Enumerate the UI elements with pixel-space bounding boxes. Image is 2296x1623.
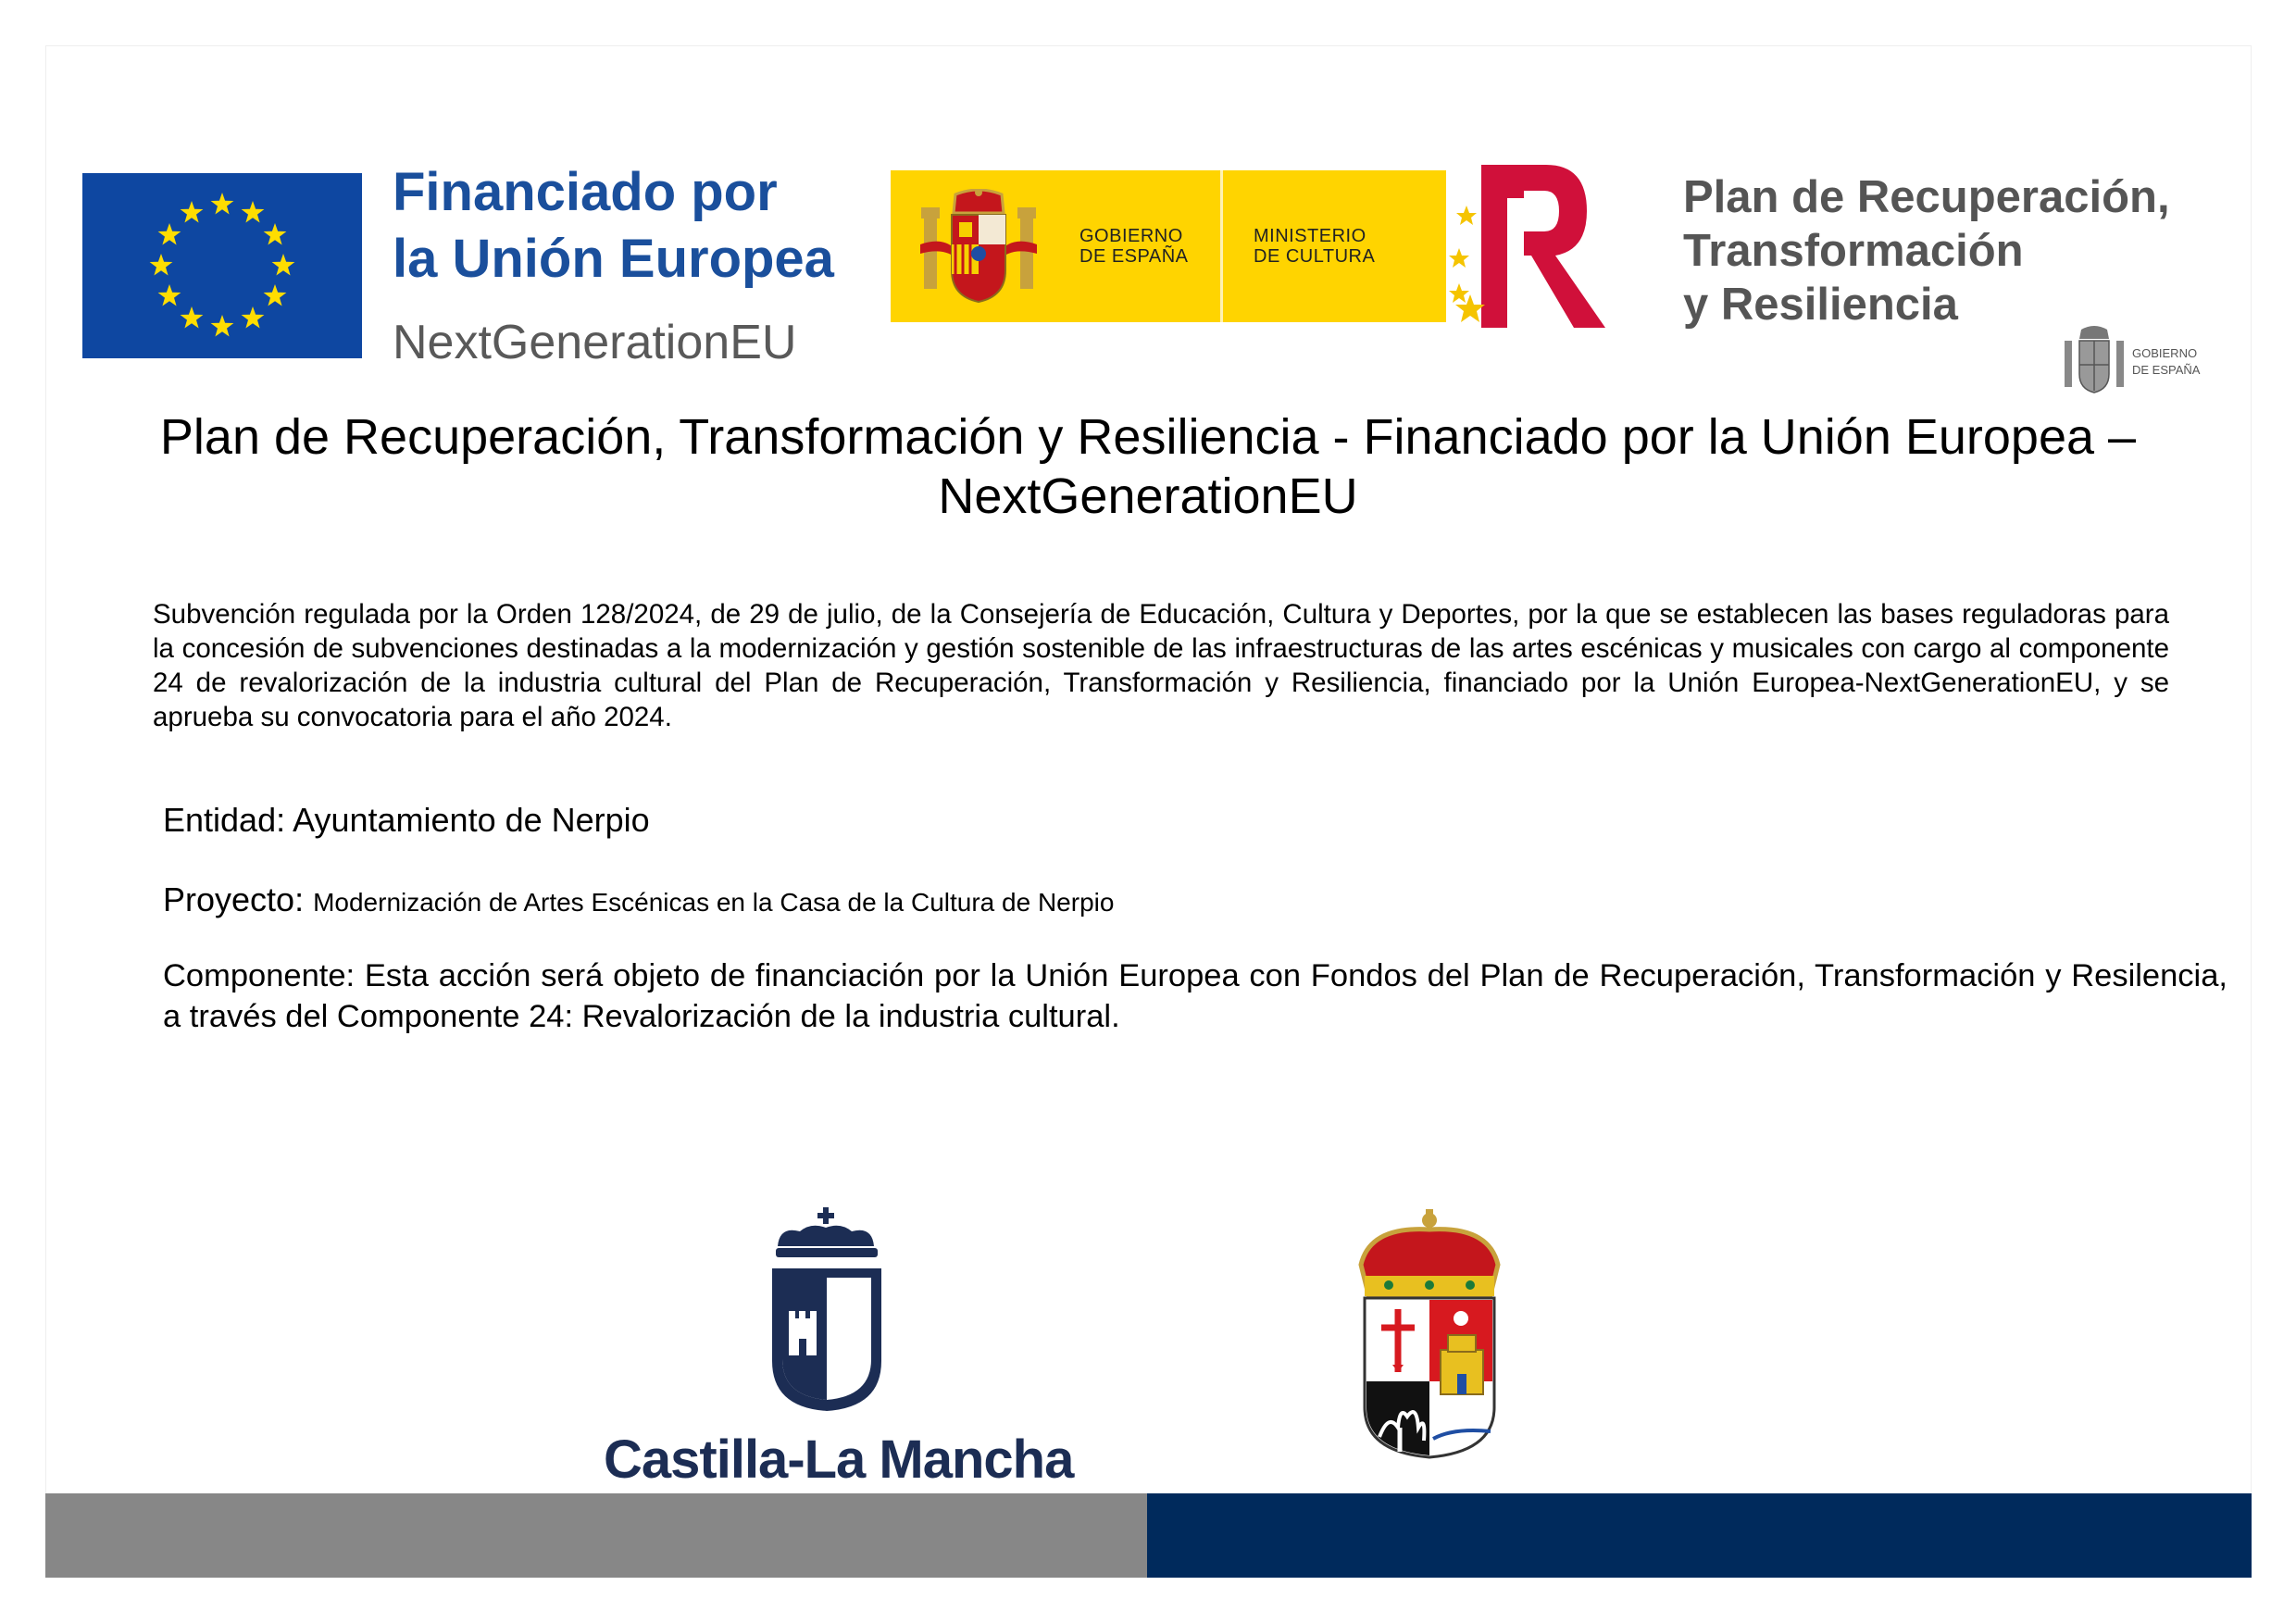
entidad-line: Entidad: Ayuntamiento de Nerpio <box>163 801 650 839</box>
eu-financed-line1: Financiado por <box>393 162 778 222</box>
spain-coat-of-arms-icon <box>918 189 1039 306</box>
footer-bar-grey <box>45 1493 1147 1578</box>
page-title: Plan de Recuperación, Transformación y Resiliencia - Financiado por la Unión Europea – NextGenerationEU <box>159 409 2137 524</box>
castilla-la-mancha-emblem-icon <box>767 1204 887 1417</box>
eu-financed-line2: la Unión Europea <box>393 229 834 289</box>
proyecto-line <box>163 880 1114 923</box>
eu-flag <box>82 173 362 358</box>
componente-text: Componente: Esta acción será objeto de financiación por la Unión Europea con Fondos del Plan de Recuperación, Transformación y Resilencia, a través del Componente 24: Revalorización de la industria cultural. <box>163 958 2227 1034</box>
ministerio-l1: MINISTERIO <box>1254 226 1366 246</box>
prtr-line3: y Resiliencia <box>1683 280 1958 330</box>
proyecto-value: Modernización de Artes Escénicas en la Casa de la Cultura de Nerpio <box>313 888 1115 917</box>
prtr-tr-logo-icon <box>1446 159 1613 331</box>
gobierno-l2: DE ESPAÑA <box>1079 246 1189 267</box>
proyecto-label: Proyecto: <box>163 880 314 918</box>
small-spain-arms-icon <box>2061 324 2128 394</box>
gob-small-l2: DE ESPAÑA <box>2132 363 2201 377</box>
gob-small-l1: GOBIERNO <box>2132 346 2198 360</box>
footer-bar-navy <box>1147 1493 2252 1578</box>
ministerio-l2: DE CULTURA <box>1254 246 1376 267</box>
gov-divider <box>1220 170 1223 322</box>
gobierno-l1: GOBIERNO <box>1079 226 1183 246</box>
eu-stars-icon <box>82 173 362 358</box>
nerpio-coat-of-arms-icon <box>1352 1209 1507 1461</box>
eu-nextgeneration: NextGenerationEU <box>393 316 797 369</box>
prtr-line2: Transformación <box>1683 226 2024 276</box>
gov-ministry-logo <box>891 170 1446 322</box>
prtr-line1: Plan de Recuperación, <box>1683 172 2170 222</box>
subsidy-description: Subvención regulada por la Orden 128/2024, de 29 de julio, de la Consejería de Educación, Cultura y Deportes, por la que se establecen las bases reguladoras para la concesión de subvenciones destinadas a la modernización y gestión sostenible de las infraestructuras de las artes escénicas y musicales con cargo al componente 24 de revalorización de la industria cultural del Plan de Recuperación, Transformación y Resiliencia, financiado por la Unión Europea-NextGenerationEU, y se aprueba su convocatoria para el año 2024. <box>153 599 2169 732</box>
castilla-la-mancha-wordmark: Castilla-La Mancha <box>604 1429 1074 1490</box>
